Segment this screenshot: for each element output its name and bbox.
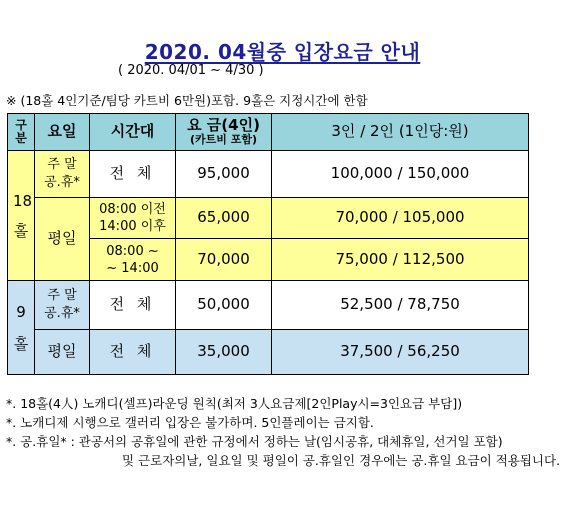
holes18-label: 18홀 xyxy=(8,151,35,281)
header-fee-line2: (카트비 포함) xyxy=(189,133,257,147)
footnote-self-caddie: *. 18홀(4人) 노캐디(셀프)라운딩 원칙(최저 3人요금제[2인Play시=3인요금 부담]) xyxy=(6,396,463,411)
footnote-gallery: *. 노캐디제 시행으로 갤러리 입장은 불가하며. 5인플레이는 금지함. xyxy=(6,415,374,430)
holes9-weekday-time: 전 체 xyxy=(90,330,176,375)
header-per-person: 3인 / 2인 (1인당:원) xyxy=(272,114,529,151)
header-time: 시간대 xyxy=(90,114,176,151)
table-header-row xyxy=(8,114,529,151)
holes18-slot2-time: 08:00 ~ ~ 14:00 xyxy=(90,239,176,281)
header-fee xyxy=(176,114,272,151)
holes9-weekend-day: 주 말 공.휴* xyxy=(35,281,90,330)
pricing-note: ※ (18홀 4인기준/팀당 카트비 6만원)포함. 9홀은 지정시간에 한함 xyxy=(6,93,368,108)
page-title: 2020. 04월중 입장요금 안내 xyxy=(144,40,421,64)
holes9-weekday-day: 평일 xyxy=(35,330,90,375)
header-day: 요일 xyxy=(35,114,90,151)
holes9-weekend-fee: 50,000 xyxy=(176,281,272,330)
table-row xyxy=(8,198,529,239)
footnote-holiday: *. 공.휴일* : 관공서의 공휴일에 관한 규정에서 정하는 날(임시공휴, 대체휴일, 선거일 포함) xyxy=(6,434,503,449)
holes18-slot2-per: 75,000 / 112,500 xyxy=(272,239,529,281)
holes9-weekday-fee: 35,000 xyxy=(176,330,272,375)
holes18-weekday-day: 평일 xyxy=(35,198,90,281)
holes9-weekend-per: 52,500 / 78,750 xyxy=(272,281,529,330)
table-row xyxy=(8,151,529,198)
table-row xyxy=(8,281,529,330)
holes18-slot1-time: 08:00 이전 14:00 이후 xyxy=(90,198,176,239)
holes9-weekday-per: 37,500 / 56,250 xyxy=(272,330,529,375)
header-course: 구분 xyxy=(8,114,35,151)
holes9-weekend-time: 전 체 xyxy=(90,281,176,330)
holes18-weekend-day: 주 말 공.휴* xyxy=(35,151,90,198)
fee-table xyxy=(7,113,529,375)
holes18-weekend-per: 100,000 / 150,000 xyxy=(272,151,529,198)
holes18-slot1-fee: 65,000 xyxy=(176,198,272,239)
holes18-slot2-fee: 70,000 xyxy=(176,239,272,281)
footnote-holiday-cont: 및 근로자의날, 일요일 및 평일이 공.휴일인 경우에는 공.휴일 요금이 적용됩니다. xyxy=(122,453,561,468)
holes18-weekend-time: 전 체 xyxy=(90,151,176,198)
header-fee-line1: 요 금(4인) xyxy=(187,116,260,135)
footnotes xyxy=(6,394,560,470)
period-subtitle: ( 2020. 04/01 ~ 4/30 ) xyxy=(118,63,264,78)
holes18-slot1-per: 70,000 / 105,000 xyxy=(272,198,529,239)
table-row xyxy=(8,330,529,375)
holes18-weekend-fee: 95,000 xyxy=(176,151,272,198)
holes9-label: 9홀 xyxy=(8,281,35,375)
